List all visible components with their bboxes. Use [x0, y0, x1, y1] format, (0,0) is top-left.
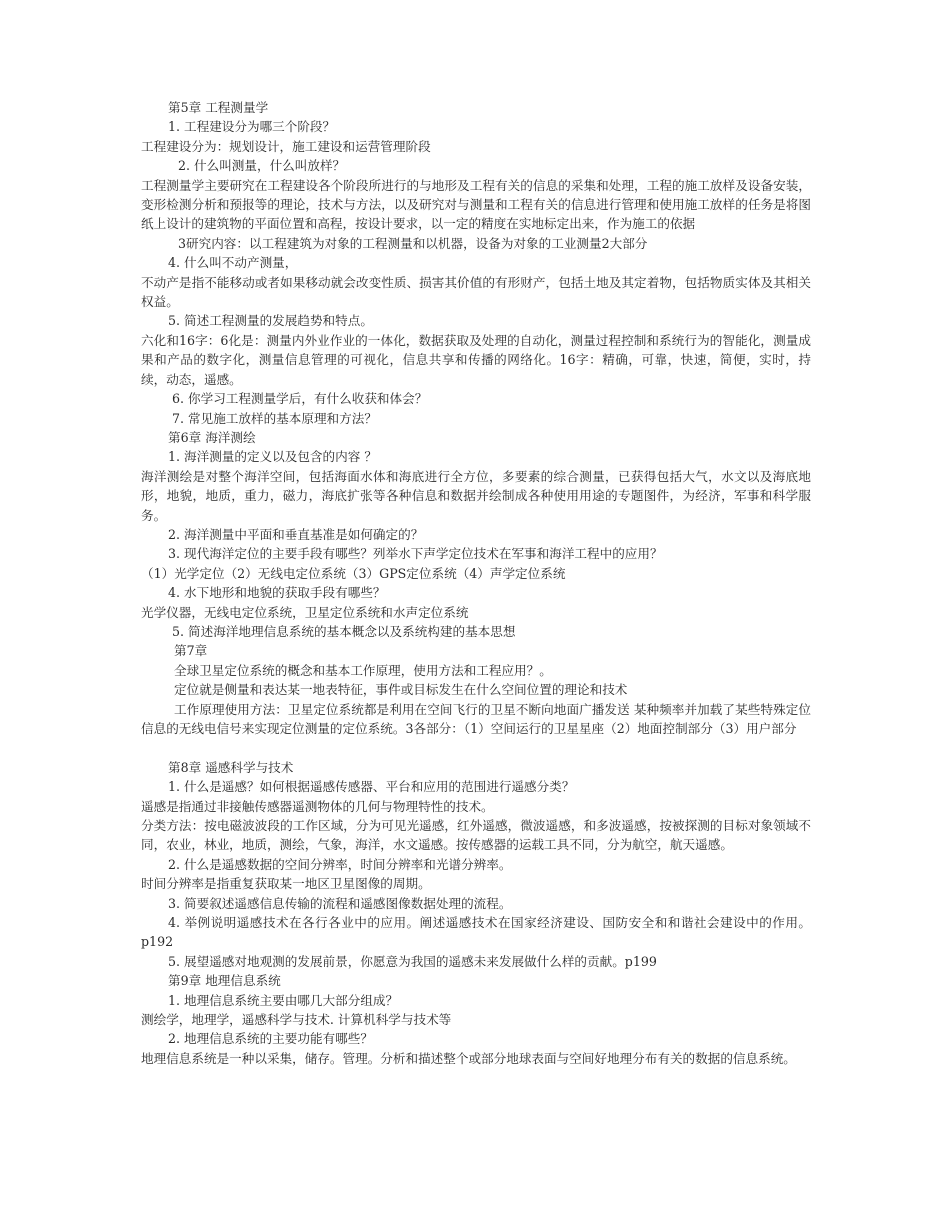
chapter-heading: 第8章 遥感科学与技术	[168, 759, 294, 775]
question: 1. 地理信息系统主要由哪几大部分组成？	[168, 992, 399, 1008]
answer: （1）光学定位（2）无线电定位系统（3）GPS定位系统（4）声学定位系统	[141, 565, 566, 581]
chapter-heading: 第9章 地理信息系统	[168, 973, 281, 989]
chapter-heading: 第6章 海洋测绘	[168, 429, 256, 445]
question: 3. 简要叙述遥感信息传输的流程和遥感图像数据处理的流程。	[168, 895, 512, 911]
answer: 3研究内容：以工程建筑为对象的工程测量和以机器，设备为对象的工业测量2大部分	[178, 235, 648, 251]
answer: 遥感是指通过非接触传感器遥测物体的几何与物理特性的技术。	[141, 798, 494, 814]
question: 4. 什么叫不动产测量，	[168, 255, 298, 271]
answer: 六化和16字：6化是：测量内外业作业的一体化，数据获取及处理的自动化，测量过程控制和系统行为的智能化，测量成果和产品的数字化，测量信息管理的可视化，信息共享和传播的网络化。16字：精确，可靠，快速，简便，实时，持续，动态，遥感。	[141, 332, 811, 387]
answer: 工程测量学主要研究在工程建设各个阶段所进行的与地形及工程有关的信息的采集和处理，工程的施工放样及设备安装，变形检测分析和预报等的理论，技术与方法，以及研究对与测量和工程有关的信息进行管理和使用施工放样的任务是将图纸上设计的建筑物的平面位置和高程，按设计要求，以一定的精度在实地标定出来，作为施工的依据	[141, 177, 811, 232]
question: 5. 简述海洋地理信息系统的基本概念以及系统构建的基本思想	[172, 623, 516, 639]
question: 2. 什么是遥感数据的空间分辨率，时间分辨率和光谱分辨率。	[168, 856, 512, 872]
answer: 测绘学，地理学，遥感科学与技术. 计算机科学与技术等	[141, 1012, 452, 1028]
chapter-heading: 第5章 工程测量学	[168, 100, 269, 115]
answer: 光学仪器，无线电定位系统，卫星定位系统和水声定位系统	[141, 604, 469, 620]
answer: 工程建设分为：规划设计，施工建设和运营管理阶段	[141, 138, 431, 154]
answer: 时间分辨率是指重复获取某一地区卫星图像的周期。	[141, 876, 431, 892]
answer: 海洋测绘是对整个海洋空间，包括海面水体和海底进行全方位，多要素的综合测量，已获得包括大气，水文以及海底地形，地貌，地质，重力，磁力，海底扩张等各种信息和数据并绘制成各种使用用途的专题图件，为经济，军事和科学服务。	[141, 468, 811, 523]
question: 2. 海洋测量中平面和垂直基准是如何确定的？	[168, 526, 424, 542]
question: 1. 什么是遥感？如何根据遥感传感器、平台和应用的范围进行遥感分类？	[168, 779, 575, 795]
question: 4. 举例说明遥感技术在各行各业中的应用。阐述遥感技术在国家经济建设、国防安全和和谐社会建设中的作用。p192	[141, 915, 811, 950]
question: 2. 地理信息系统的主要功能有哪些？	[168, 1031, 373, 1047]
answer: 分类方法：按电磁波波段的工作区域，分为可见光遥感，红外遥感，微波遥感，和多波遥感，按被探测的目标对象领域不同，农业，林业，地质，测绘，气象，海洋，水文遥感。按传感器的运载工具不同，分为航空，航天遥感。	[141, 818, 811, 853]
answer: 工作原理使用方法：卫星定位系统都是利用在空间飞行的卫星不断向地面广播发送 某种频率并加载了某些特殊定位信息的无线电信号来实现定位测量的定位系统。3各部分：（1）空间运行的卫星星座（2）地面控制部分（3）用户部分	[141, 701, 811, 736]
question: 1. 海洋测量的定义以及包含的内容 ？	[168, 449, 377, 465]
question: 1. 工程建设分为哪三个阶段？	[168, 119, 336, 135]
question: 6. 你学习工程测量学后，有什么收获和体会？	[172, 391, 428, 407]
question: 2. 什么叫测量，什么叫放样？	[178, 158, 346, 174]
question: 5. 简述工程测量的发展趋势和特点。	[168, 313, 373, 329]
blank-line	[141, 738, 811, 757]
question: 7. 常见施工放样的基本原理和方法？	[172, 410, 377, 426]
chapter-heading: 第7章	[174, 643, 208, 659]
question: 4. 水下地形和地貌的获取手段有哪些？	[168, 585, 386, 601]
question: 5. 展望遥感对地观测的发展前景，你愿意为我国的遥感未来发展做什么样的贡献。p199	[168, 953, 657, 969]
question: 全球卫星定位系统的概念和基本工作原理，使用方法和工程应用？。	[174, 662, 552, 678]
answer: 不动产是指不能移动或者如果移动就会改变性质、损害其价值的有形财产，包括土地及其定着物，包括物质实体及其相关权益。	[141, 274, 811, 310]
question: 3. 现代海洋定位的主要手段有哪些？列举水下声学定位技术在军事和海洋工程中的应用？	[168, 546, 663, 562]
document-page	[141, 98, 811, 1068]
answer: 地理信息系统是一种以采集，储存。管理。分析和描述整个或部分地球表面与空间好地理分布有关的数据的信息系统。	[141, 1050, 796, 1066]
answer: 定位就是侧量和表达某一地表特征，事件或目标发生在什么空间位置的理论和技术	[174, 682, 628, 698]
